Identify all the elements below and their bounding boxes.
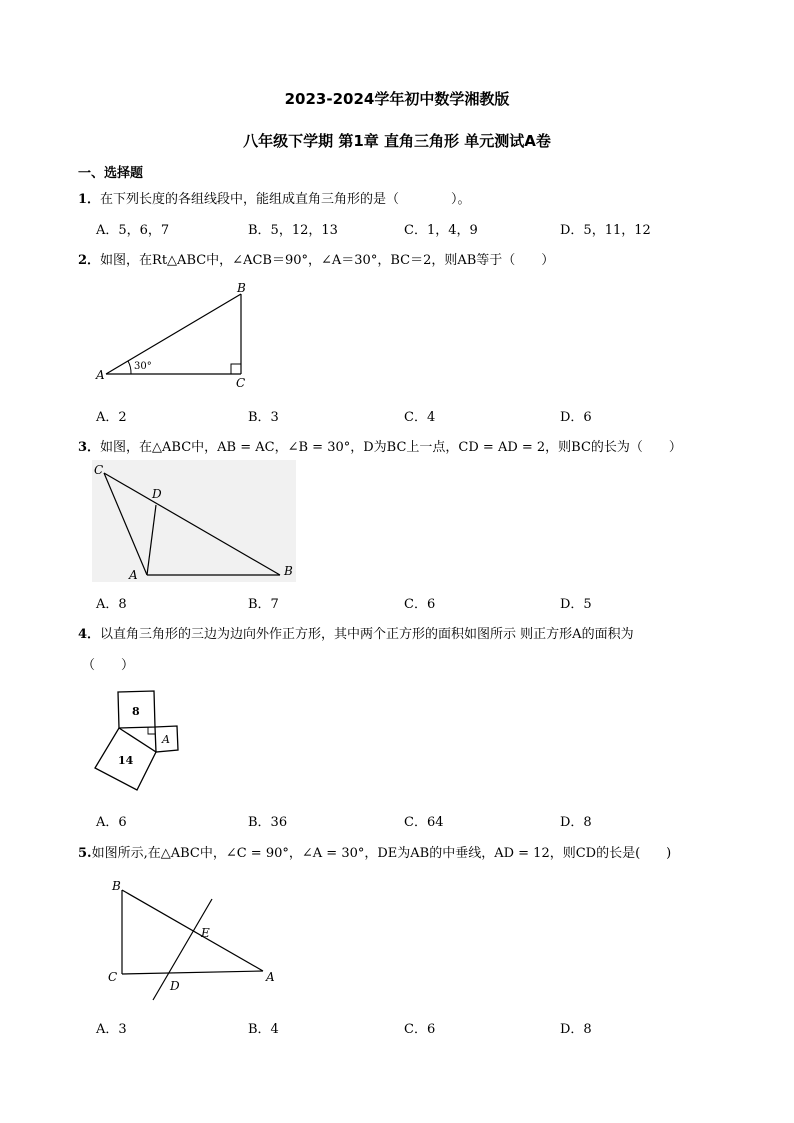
question-text: 在下列长度的各组线段中，能组成直角三角形的是（ ）。 (100, 192, 471, 207)
section-heading: 一、选择题 (78, 166, 144, 181)
label-square-a: A (162, 733, 170, 746)
option-c: C．6 (404, 1022, 436, 1037)
question-text: 如图所示,在△ABC中，∠C = 90°，∠A = 30°，DE为AB的中垂线，AD = 12，则CD的长是( ) (91, 846, 672, 861)
title-line-2: 八年级下学期 第1章 直角三角形 单元测试A卷 (243, 132, 551, 150)
option-b: B．4 (248, 1022, 279, 1037)
label-b: B (112, 879, 121, 893)
question-number: 3． (78, 440, 101, 455)
question-text: 如图，在Rt△ABC中，∠ACB＝90°，∠A＝30°，BC＝2，则AB等于（ ） (100, 253, 555, 268)
question-text: 如图，在△ABC中，AB = AC，∠B = 30°，D为BC上一点，CD = AD = 2，则BC的长为（ ） (100, 440, 682, 455)
question-4 (78, 623, 634, 642)
label-a: A (129, 568, 138, 582)
option-a: A．8 (96, 597, 127, 612)
option-c: C．64 (404, 815, 444, 830)
option-d: D．6 (560, 410, 592, 425)
option-a: A．6 (96, 815, 127, 830)
option-c: C．1，4，9 (404, 223, 478, 238)
question-number: 1． (78, 192, 101, 207)
label-c: C (108, 970, 118, 984)
label-e: E (201, 926, 210, 940)
question-1 (78, 188, 471, 207)
option-b: B．7 (248, 597, 279, 612)
figure-q4-squares (90, 686, 190, 796)
option-a: A．3 (96, 1022, 127, 1037)
label-c: C (94, 463, 104, 477)
question-number: 4． (78, 627, 101, 642)
label-b: B (237, 281, 246, 295)
option-c: C．4 (404, 410, 436, 425)
label-a: A (96, 368, 105, 382)
option-a: A．5，6，7 (96, 223, 170, 238)
option-b: B．3 (248, 410, 279, 425)
option-c: C．6 (404, 597, 436, 612)
label-a: A (266, 970, 275, 984)
figure-q5-triangle-bisector (100, 874, 290, 1004)
question-number: 2． (78, 253, 101, 268)
option-b: B．36 (248, 815, 288, 830)
question-text: 以直角三角形的三边为边向外作正方形，其中两个正方形的面积如图所示 则正方形A的面积为 (100, 627, 634, 642)
label-square-8: 8 (132, 705, 140, 718)
option-d: D．5 (560, 597, 592, 612)
question-2 (78, 249, 554, 268)
question-3 (78, 436, 682, 455)
label-angle: 30° (134, 361, 152, 372)
label-c: C (236, 376, 246, 390)
question-number: 5. (78, 846, 92, 861)
figure-q3-triangle (92, 460, 296, 582)
option-b: B．5，12，13 (248, 223, 338, 238)
question-4-paren: （ ） (82, 658, 135, 673)
question-5 (78, 842, 671, 861)
label-square-14: 14 (118, 754, 134, 767)
title-line-1: 2023-2024学年初中数学湘教版 (284, 90, 510, 108)
figure-q2-right-triangle (90, 280, 260, 392)
label-d: D (170, 979, 180, 993)
option-d: D．8 (560, 815, 592, 830)
option-d: D．5，11，12 (560, 223, 651, 238)
label-d: D (152, 487, 162, 501)
option-d: D．8 (560, 1022, 592, 1037)
option-a: A．2 (96, 410, 127, 425)
label-b: B (284, 564, 293, 578)
